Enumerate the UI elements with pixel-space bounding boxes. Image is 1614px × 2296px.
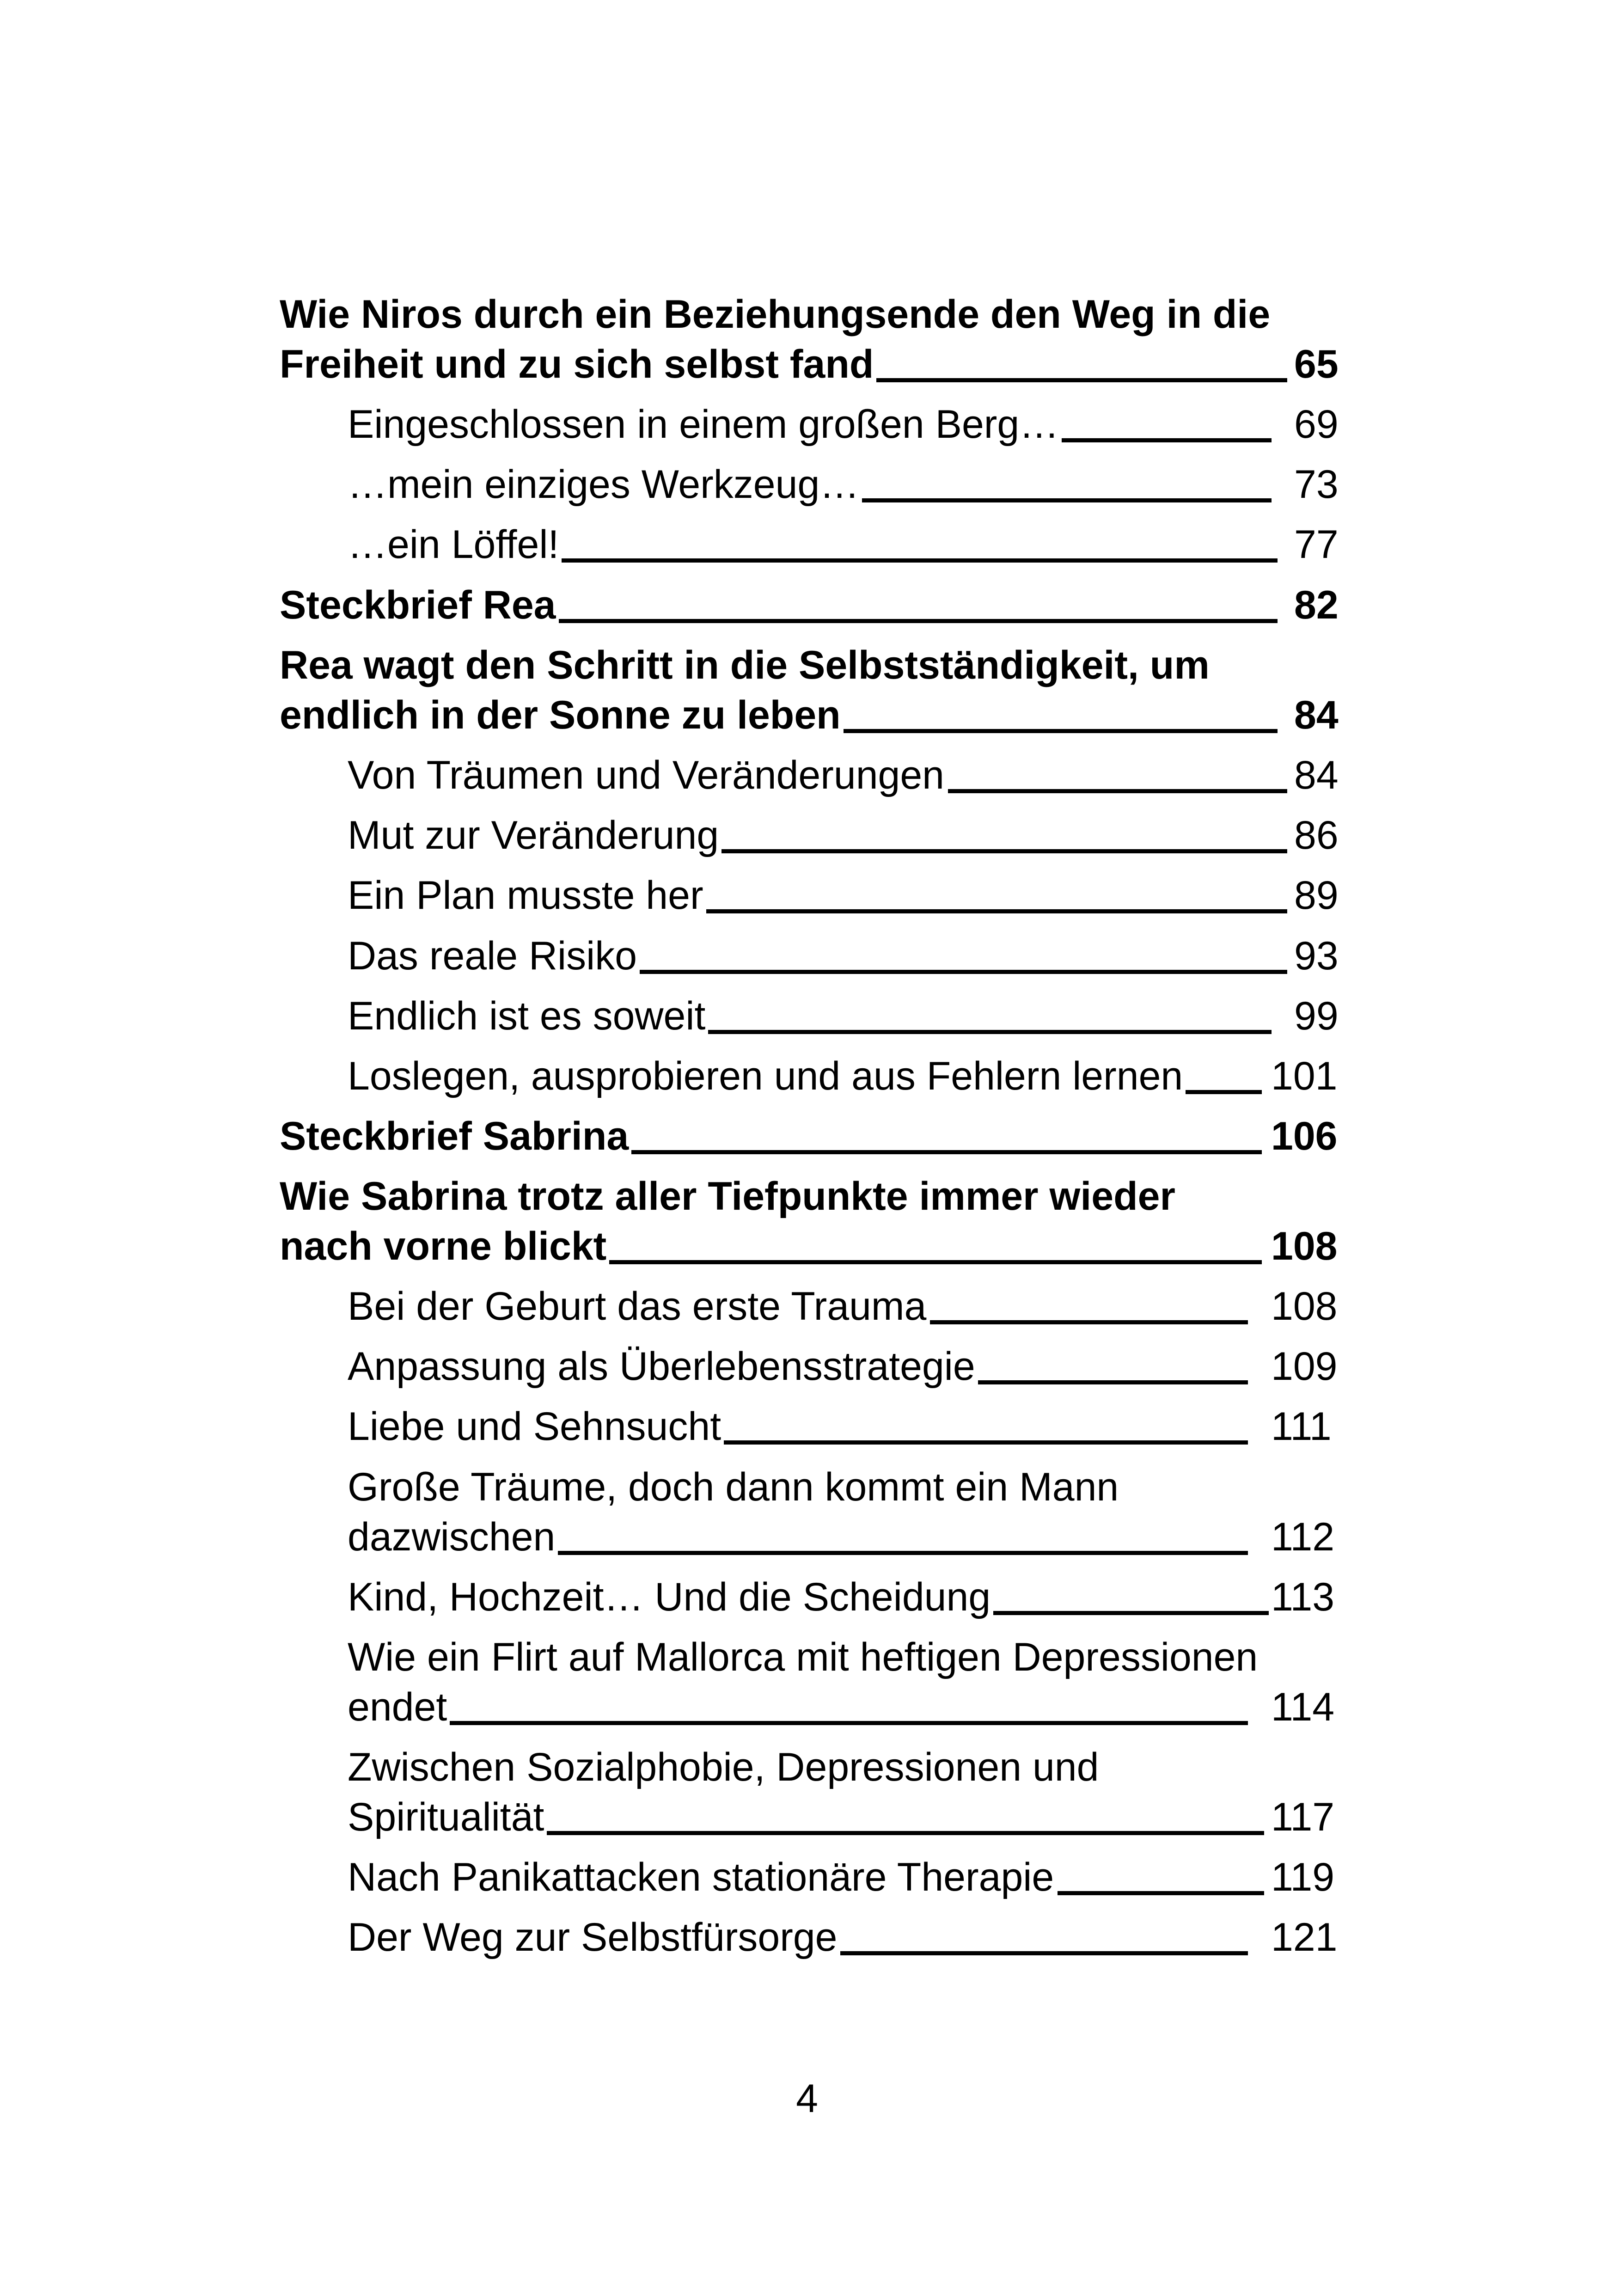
toc-leader-line bbox=[706, 909, 1287, 913]
toc-entry-title: Anpassung als Überlebensstrategie bbox=[348, 1344, 975, 1389]
toc-leader-line bbox=[993, 1611, 1269, 1615]
toc-leader-line bbox=[724, 1440, 1248, 1445]
toc-page-number: 108 bbox=[1271, 1284, 1338, 1329]
toc-page-number: 111 bbox=[1271, 1404, 1332, 1449]
toc-page-number: 86 bbox=[1294, 813, 1339, 857]
toc-leader-line bbox=[862, 498, 1272, 502]
toc-entry-title: Spiritualität bbox=[348, 1795, 544, 1839]
toc-page-number: 119 bbox=[1271, 1855, 1335, 1899]
toc-page-number: 65 bbox=[1294, 342, 1339, 386]
toc-page-number: 113 bbox=[1271, 1575, 1335, 1619]
toc-leader-line bbox=[1062, 438, 1272, 442]
toc-entry-title: Mut zur Veränderung bbox=[348, 813, 719, 857]
toc-entry-title: …mein einziges Werkzeug… bbox=[348, 462, 860, 507]
toc-page-number: 84 bbox=[1294, 693, 1339, 737]
toc-page-number: 106 bbox=[1271, 1114, 1338, 1158]
toc-entry-title: Wie Sabrina trotz aller Tiefpunkte immer wieder bbox=[280, 1174, 1175, 1218]
toc-page-number: 101 bbox=[1271, 1054, 1338, 1098]
toc-leader-line bbox=[631, 1150, 1262, 1154]
toc-entry-title: Wie ein Flirt auf Mallorca mit heftigen Depressionen bbox=[348, 1635, 1258, 1679]
toc-page-number: 93 bbox=[1294, 934, 1339, 978]
toc-entry-title: Steckbrief Rea bbox=[280, 583, 556, 627]
toc-leader-line bbox=[609, 1260, 1262, 1264]
toc-entry-title: Nach Panikattacken stationäre Therapie bbox=[348, 1855, 1054, 1899]
toc-entry-title: dazwischen bbox=[348, 1515, 556, 1559]
toc-leader-line bbox=[559, 619, 1278, 623]
toc-entry-title: Der Weg zur Selbstfürsorge bbox=[348, 1915, 838, 1959]
toc-entry-title: Liebe und Sehnsucht bbox=[348, 1404, 721, 1449]
toc-page-number: 109 bbox=[1271, 1344, 1338, 1389]
toc-page-number: 117 bbox=[1271, 1795, 1335, 1839]
toc-entry-title: Große Träume, doch dann kommt ein Mann bbox=[348, 1465, 1119, 1509]
toc-entry-title: Loslegen, ausprobieren und aus Fehlern lernen bbox=[348, 1054, 1183, 1098]
toc-page-number: 69 bbox=[1294, 402, 1339, 447]
page-number: 4 bbox=[796, 2076, 818, 2121]
toc-leader-line bbox=[930, 1320, 1248, 1324]
toc-entry-title: …ein Löffel! bbox=[348, 522, 559, 567]
toc-entry-title: Steckbrief Sabrina bbox=[280, 1114, 629, 1158]
toc-leader-line bbox=[1058, 1891, 1264, 1895]
toc-page-number: 99 bbox=[1294, 994, 1339, 1038]
toc-leader-line bbox=[562, 558, 1278, 563]
toc-page-number: 82 bbox=[1294, 583, 1339, 627]
toc-page-number: 108 bbox=[1271, 1224, 1338, 1268]
toc-page-number: 84 bbox=[1294, 753, 1339, 797]
toc-page-number: 114 bbox=[1271, 1685, 1335, 1729]
toc-entry-title: Freiheit und zu sich selbst fand bbox=[280, 342, 874, 386]
toc-leader-line bbox=[948, 789, 1287, 793]
toc-page-number: 73 bbox=[1294, 462, 1339, 507]
toc-entry-title: Eingeschlossen in einem großen Berg… bbox=[348, 402, 1059, 447]
toc-entry-title: Von Träumen und Veränderungen bbox=[348, 753, 945, 797]
toc-entry-title: Endlich ist es soweit bbox=[348, 994, 706, 1038]
toc-leader-line bbox=[721, 849, 1287, 853]
toc-leader-line bbox=[840, 1951, 1248, 1955]
toc-entry-title: Kind, Hochzeit… Und die Scheidung bbox=[348, 1575, 991, 1619]
toc-entry-title: nach vorne blickt bbox=[280, 1224, 607, 1268]
toc-leader-line bbox=[640, 970, 1287, 974]
toc-entry-title: endlich in der Sonne zu leben bbox=[280, 693, 841, 737]
toc-entry-title: Das reale Risiko bbox=[348, 934, 637, 978]
toc-entry-title: Ein Plan musste her bbox=[348, 873, 703, 918]
toc-leader-line bbox=[450, 1721, 1248, 1725]
toc-entry-title: endet bbox=[348, 1685, 447, 1729]
toc-leader-line bbox=[1186, 1090, 1262, 1094]
toc-entry-title: Bei der Geburt das erste Trauma bbox=[348, 1284, 927, 1329]
toc-page-number: 112 bbox=[1271, 1515, 1335, 1559]
toc-leader-line bbox=[547, 1831, 1264, 1835]
toc-leader-line bbox=[708, 1030, 1272, 1034]
toc-page-number: 77 bbox=[1294, 522, 1339, 567]
toc-entry-title: Wie Niros durch ein Beziehungsende den Weg in die bbox=[280, 292, 1271, 337]
toc-page-number: 89 bbox=[1294, 873, 1339, 918]
toc-leader-line bbox=[978, 1380, 1248, 1384]
toc-entry-title: Zwischen Sozialphobie, Depressionen und bbox=[348, 1745, 1099, 1789]
toc-leader-line bbox=[844, 729, 1278, 733]
toc-entry-title: Rea wagt den Schritt in die Selbstständigkeit, um bbox=[280, 643, 1210, 687]
toc-leader-line bbox=[876, 378, 1287, 382]
toc-leader-line bbox=[558, 1551, 1248, 1555]
toc-page-number: 121 bbox=[1271, 1915, 1338, 1959]
